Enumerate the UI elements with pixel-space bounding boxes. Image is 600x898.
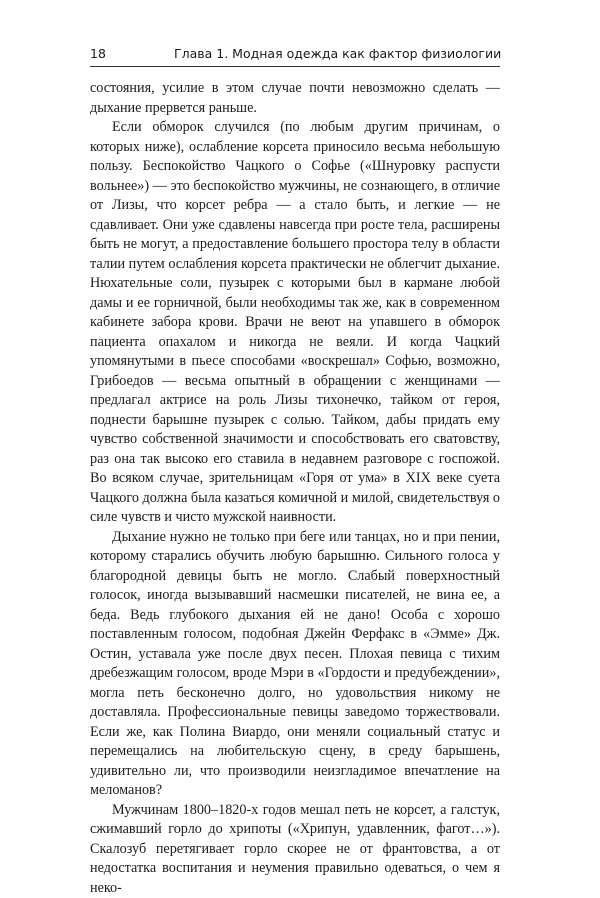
page-number: 18 [90, 46, 106, 61]
running-header [90, 42, 500, 64]
paragraph-singing-breath: Дыхание нужно не только при беге или танцах, но и при пении, которому старались обучить любую барышню. Сильного голоса у благородной девицы быть не могло. Слабый поверхностный голосок, иногда вызывавший насмешки писателей, не вина ее, а беда. Ведь глубокого дыхания ей не дано! Особа с хорошо поставленным голосом, подобная Джейн Ферфакс в «Эмме» Дж. Остин, уставала уже после двух песен. Плохая певица с тихим дребезжащим голосом, вроде Мэри в «Гордости и предубеждении», могла петь бесконечно долго, но удовольствия никому не доставляла. Профессиональные певицы заведомо торжествовали. Если же, как Полина Виардо, они меняли социальный статус и перемещались на любительскую сцену, в среду барышень, удивительно ли, что производили неизгладимое впечатление на меломанов? [90, 528, 500, 801]
body-text [90, 79, 500, 898]
header-divider [90, 66, 500, 67]
paragraph-continuation: состояния, усилие в этом случае почти невозможно сделать — дыхание прервется раньше. [90, 79, 500, 118]
chapter-title: Глава 1. Модная одежда как фактор физиологии [174, 46, 501, 61]
paragraph-fainting-corset: Если обморок случился (по любым другим причинам, о которых ниже), ослабление корсета приносило весьма небольшую пользу. Беспокойство Чацкого о Софье («Шнуровку распусти вольнее») — это беспокойство мужчины, не сознающего, в отличие от Лизы, что корсет ребра — а стало быть, и легкие — не сдавливает. Они уже сдавлены навсегда при росте тела, расширены быть не могут, а предоставление большего простора телу в области талии путем ослабления корсета практически не облегчит дыхание. Нюхательные соли, пузырек с которыми был в кармане любой дамы и ее горничной, были необходимы так же, как в современном кабинете забора крови. Врачи не веют на упавшего в обморок пациента опахалом и никогда не веяли. И когда Чацкий упомянутыми в пьесе способами «воскрешал» Софью, возможно, Грибоедов — весьма опытный в обращении с женщинами — предлагал актрисе на роль Лизы тихонечко, тайком от героя, поднести барышне пузырек с солью. Тайком, дабы придать ему чувство собственной значимости и способствовать его сватовству, раз она так высоко его ставила в недавнем разговоре с госпожой. Во всяком случае, зрительницам «Горя от ума» в XIX веке суета Чацкого должна была казаться комичной и милой, свидетельствуя о силе чувств и чисто мужской наивности. [90, 118, 500, 528]
paragraph-men-neckcloth: Мужчинам 1800–1820-х годов мешал петь не корсет, а галстук, сжимавший горло до хрипоты («Хрипун, удавленник, фагот…»). Скалозуб перетягивает горло скорее не от франтовства, а от недостатка воспитания и неумения правильно одеваться, о чем я неко- [90, 801, 500, 898]
